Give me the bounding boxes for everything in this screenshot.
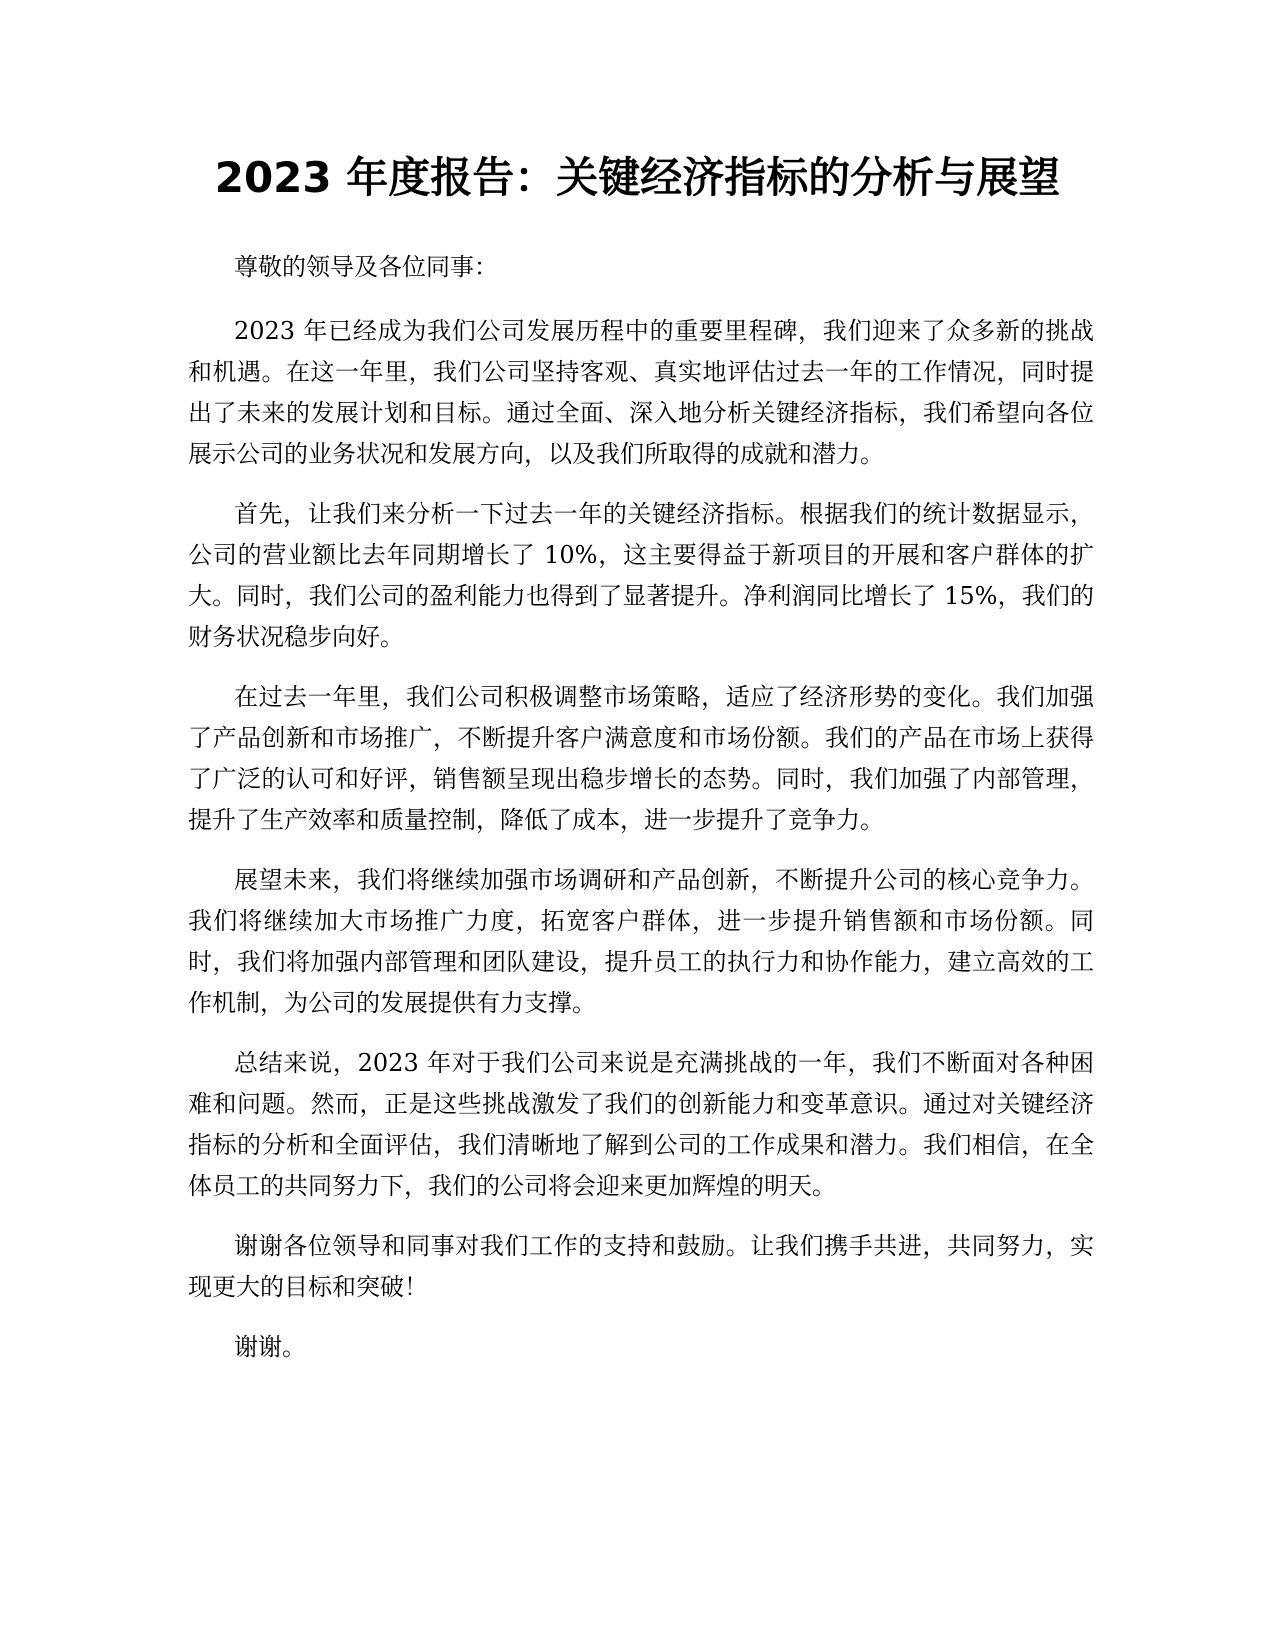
paragraph-indicators: 首先，让我们来分析一下过去一年的关键经济指标。根据我们的统计数据显示，公司的营业额比去年同期增长了 10%，这主要得益于新项目的开展和客户群体的扩大。同时，我们公司的盈利能力也得到了显著提升。净利润同比增长了 15%，我们的财务状况稳步向好。 [188,500,1094,651]
closing: 谢谢。 [234,1333,306,1361]
paragraph-outlook: 展望未来，我们将继续加强市场调研和产品创新，不断提升公司的核心竞争力。我们将继续加大市场推广力度，拓宽客户群体，进一步提升销售额和市场份额。同时，我们将加强内部管理和团队建设，提升员工的执行力和协作能力，建立高效的工作机制，为公司的发展提供有力支撑。 [188,866,1094,1017]
paragraph-market-strategy: 在过去一年里，我们公司积极调整市场策略，适应了经济形势的变化。我们加强了产品创新和市场推广，不断提升客户满意度和市场份额。我们的产品在市场上获得了广泛的认可和好评，销售额呈现出稳步增长的态势。同时，我们加强了内部管理，提升了生产效率和质量控制，降低了成本，进一步提升了竞争力。 [188,683,1094,834]
document-title: 2023 年度报告：关键经济指标的分析与展望 [214,153,1061,202]
salutation: 尊敬的领导及各位同事： [234,253,498,281]
paragraph-thanks: 谢谢各位领导和同事对我们工作的支持和鼓励。让我们携手共进，共同努力，实现更大的目标和突破！ [188,1232,1094,1301]
paragraph-intro: 2023 年已经成为我们公司发展历程中的重要里程碑，我们迎来了众多新的挑战和机遇。在这一年里，我们公司坚持客观、真实地评估过去一年的工作情况，同时提出了未来的发展计划和目标。通过全面、深入地分析关键经济指标，我们希望向各位展示公司的业务状况和发展方向，以及我们所取得的成就和潜力。 [188,317,1094,468]
paragraph-summary: 总结来说，2023 年对于我们公司来说是充满挑战的一年，我们不断面对各种困难和问题。然而，正是这些挑战激发了我们的创新能力和变革意识。通过对关键经济指标的分析和全面评估，我们清晰地了解到公司的工作成果和潜力。我们相信，在全体员工的共同努力下，我们的公司将会迎来更加辉煌的明天。 [188,1049,1094,1200]
document-body [188,247,1094,1387]
